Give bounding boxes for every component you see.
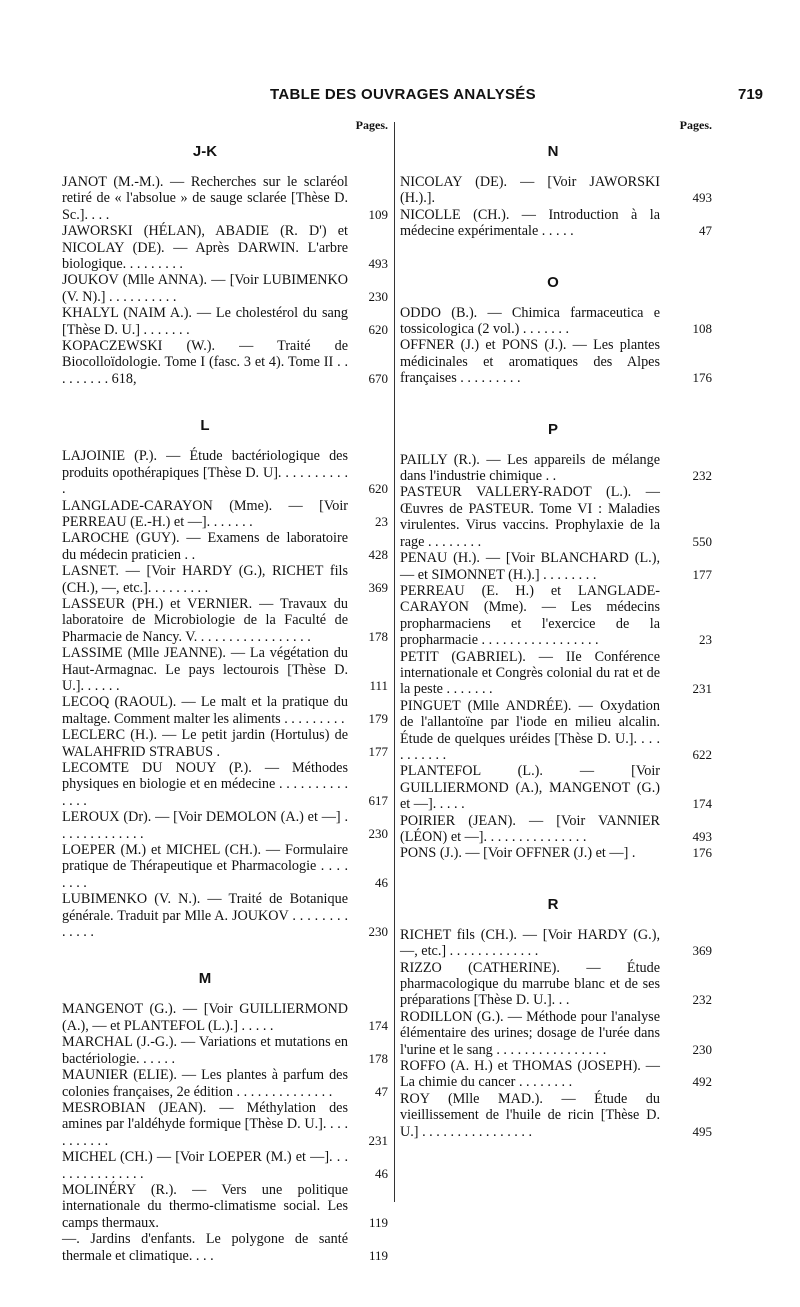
entry-page-number: 23 <box>375 513 388 529</box>
entry-page-number: 495 <box>692 1123 712 1139</box>
entry-page-number: 493 <box>368 256 388 272</box>
index-entry <box>400 763 712 813</box>
index-entry <box>62 809 388 842</box>
index-entry <box>400 451 712 485</box>
entry-page-number: 176 <box>692 845 712 861</box>
entry-text: LOEPER (M.) et MICHEL (CH.). — Formulaire pratique de Thérapeutique et Pharmacologie . . . . . . . . <box>62 842 348 891</box>
index-entry <box>62 1034 388 1067</box>
index-entry <box>400 550 712 583</box>
index-entry <box>400 1058 712 1091</box>
entry-page-number: 230 <box>368 924 388 940</box>
entry-text: MESROBIAN (JEAN). — Méthylation des amines par l'aldéhyde formique [Thèse D. U.]. . . . . . . . . . . <box>62 1099 348 1149</box>
entry-text: PETIT (GABRIEL). — IIe Conférence internationale et Congrès colonial du rat et de la peste . . . . . . . <box>400 648 660 698</box>
entry-text: LASNET. — [Voir HARDY (G.), RICHET fils (CH.), —, etc.]. . . . . . . . . <box>62 563 348 596</box>
entry-text: RODILLON (G.). — Méthode pour l'analyse élémentaire des urines; dosage de l'urée dans l'urine et le sang . . . . . . . . . . . . . . . . <box>400 1008 660 1058</box>
entry-text: —. Jardins d'enfants. Le polygone de santé thermale et climatique. . . . <box>62 1231 348 1264</box>
section-letter: N <box>547 143 559 160</box>
entry-text: NICOLLE (CH.). — Introduction à la médecine expérimentale . . . . . <box>400 206 660 240</box>
entry-text: KHALYL (NAIM A.). — Le cholestérol du sang [Thèse D. U.] . . . . . . . <box>62 305 348 338</box>
entry-page-number: 230 <box>368 288 388 304</box>
index-entry <box>400 1008 712 1058</box>
index-entry <box>62 1182 388 1231</box>
index-entry <box>62 498 388 531</box>
section-letter: J-K <box>192 143 218 160</box>
entry-page-number: 369 <box>692 943 712 959</box>
index-entry <box>62 727 388 760</box>
entry-page-number: 617 <box>368 792 388 808</box>
entry-text: PLANTEFOL (L.). — [Voir GUILLIERMOND (A.), MANGENOT (G.) et —]. . . . . <box>400 763 660 813</box>
index-entry <box>400 648 712 698</box>
entry-page-number: 109 <box>368 206 388 222</box>
entry-text: ODDO (B.). — Chimica farmaceutica e tossicologica (2 vol.) . . . . . . . <box>400 304 660 338</box>
entry-text: OFFNER (J.) et PONS (J.). — Les plantes médicinales et aromatiques des Alpes françaises . . . . . . . . . <box>400 337 660 387</box>
index-entry <box>400 845 712 862</box>
entry-page-number: 177 <box>368 743 388 759</box>
entry-page-number: 622 <box>692 746 712 762</box>
entry-page-number: 176 <box>692 370 712 386</box>
left-column <box>62 112 388 1264</box>
section-letter: R <box>547 895 559 913</box>
entry-text: LEROUX (Dr). — [Voir DEMOLON (A.) et —] . . . . . . . . . . . . . <box>62 809 348 842</box>
entry-text: RIZZO (CATHERINE). — Étude pharmacologique du marrube blanc et de ses préparations [Thèse D. U.]. . . <box>400 959 660 1009</box>
index-entry <box>62 530 388 563</box>
entry-text: LECLERC (H.). — Le petit jardin (Hortulus) de WALAHFRID STRABUS . <box>62 727 348 760</box>
entry-page-number: 230 <box>368 825 388 841</box>
entry-text: LECOMTE DU NOUY (P.). — Méthodes physiques en biologie et en médecine . . . . . . . . . . . . . . <box>62 760 348 809</box>
index-entry <box>400 1090 712 1140</box>
index-entry <box>400 926 712 960</box>
index-entry <box>62 1231 388 1264</box>
entry-text: LUBIMENKO (V. N.). — Traité de Botanique générale. Traduit par Mlle A. JOUKOV . . . . . . . . . . . . . <box>62 891 348 941</box>
column-divider <box>394 122 395 1202</box>
entry-page-number: 231 <box>368 1132 388 1148</box>
entry-text: PINGUET (Mlle ANDRÉE). — Oxydation de l'allantoïne par l'iode en milieu alcalin. Étude de quelques uréides [Thèse D. U.]. . . . . . . . . . . <box>400 697 660 763</box>
entry-text: POIRIER (JEAN). — [Voir VANNIER (LÉON) et —]. . . . . . . . . . . . . . . <box>400 812 660 845</box>
index-entry <box>400 697 712 764</box>
entry-page-number: 550 <box>692 533 712 549</box>
entry-text: JAWORSKI (HÉLAN), ABADIE (R. D') et NICOLAY (DE). — Après DARWIN. L'arbre biologique. . . . . . . . . <box>62 223 348 273</box>
index-entry <box>62 448 388 497</box>
entry-page-number: 178 <box>368 628 388 644</box>
entry-text: JOUKOV (Mlle ANNA). — [Voir LUBIMENKO (V. N).] . . . . . . . . . . <box>62 272 348 305</box>
index-entry <box>400 959 712 1009</box>
index-entry <box>62 305 388 338</box>
entry-page-number: 231 <box>692 681 712 697</box>
page-number: 719 <box>738 86 764 103</box>
entry-page-number: 111 <box>369 677 388 693</box>
entry-page-number: 46 <box>375 874 388 890</box>
entry-page-number: 47 <box>699 223 712 239</box>
entry-text: JANOT (M.-M.). — Recherches sur le sclaréol retiré de « l'absolue » de sauge sclarée [Thèse D. Sc.]. . . . <box>62 174 348 223</box>
entry-text: MICHEL (CH.) — [Voir LOEPER (M.) et —]. . . . . . . . . . . . . . . <box>62 1149 348 1182</box>
entry-text: PAILLY (R.). — Les appareils de mélange dans l'industrie chimique . . <box>400 451 660 485</box>
page-header-title: TABLE DES OUVRAGES ANALYSÉS <box>270 86 536 103</box>
index-entry <box>62 842 388 891</box>
index-entry <box>400 337 712 387</box>
pages-label-right: Pages. <box>679 118 712 132</box>
entry-page-number: 177 <box>692 566 712 582</box>
entry-text: MANGENOT (G.). — [Voir GUILLIERMOND (A.), — et PLANTEFOL (L.).] . . . . . <box>62 1001 348 1034</box>
index-entry <box>62 174 388 223</box>
entry-page-number: 119 <box>368 1247 388 1263</box>
entry-text: KOPACZEWSKI (W.). — Traité de Biocolloïdologie. Tome I (fasc. 3 et 4). Tome II . . . . . . . . . 618, <box>62 338 348 387</box>
entry-text: LAROCHE (GUY). — Examens de laboratoire du médecin praticien . . <box>62 530 348 563</box>
entry-text: LAJOINIE (P.). — Étude bactériologique des produits opothérapiques [Thèse D. U]. . . . . . . . . . . <box>62 448 348 498</box>
entry-text: RICHET fils (CH.). — [Voir HARDY (G.), —, etc.] . . . . . . . . . . . . . <box>400 926 660 960</box>
entry-page-number: 493 <box>692 829 712 844</box>
entry-page-number: 492 <box>692 1074 712 1090</box>
index-entry <box>62 1149 388 1182</box>
entry-text: MAUNIER (ELIE). — Les plantes à parfum des colonies françaises, 2e édition . . . . . . . . . . . . . . <box>62 1067 348 1100</box>
section-letter: L <box>200 417 210 435</box>
entry-page-number: 232 <box>692 468 712 484</box>
entry-text: PONS (J.). — [Voir OFFNER (J.) et —] . <box>400 845 636 862</box>
entry-page-number: 108 <box>692 321 712 337</box>
entry-page-number: 670 <box>368 370 388 386</box>
section-letter: P <box>547 420 558 438</box>
entry-text: LASSEUR (PH.) et VERNIER. — Travaux du laboratoire de Microbiologie de la Faculté de Pharmacie de Nancy. V. . . . . . . . . . . . . . . . . <box>62 595 348 645</box>
index-entry <box>62 694 388 727</box>
index-entry <box>400 812 712 846</box>
index-entry <box>62 338 388 387</box>
section-letter: M <box>198 970 212 988</box>
entry-text: MOLINÉRY (R.). — Vers une politique internationale du thermo-climatisme social. Les camps thermaux. <box>62 1181 348 1231</box>
entry-page-number: 369 <box>368 579 388 595</box>
entry-page-number: 178 <box>368 1050 388 1066</box>
entry-text: LECOQ (RAOUL). — Le malt et la pratique du maltage. Comment malter les aliments . . . . . . . . . <box>62 694 348 727</box>
entry-text: ROY (Mlle MAD.). — Étude du vieillissement de l'huile de ricin [Thèse D. U.] . . . . . . . . . . . . . . . . <box>400 1090 660 1140</box>
index-entry <box>400 304 712 338</box>
entry-text: PENAU (H.). — [Voir BLANCHARD (L.), — et SIMONNET (H.).] . . . . . . . . <box>400 550 660 583</box>
entry-text: PERREAU (E. H.) et LANGLADE-CARAYON (Mme). — Les médecins propharmaciens et l'exercice de la propharmacie . . . . . . . . . . . . . . . . . <box>400 582 660 649</box>
index-entry <box>400 174 712 207</box>
entry-text: NICOLAY (DE). — [Voir JAWORSKI (H.).]. <box>400 174 660 207</box>
index-entry <box>62 1001 388 1034</box>
index-entry <box>400 582 712 649</box>
index-entry <box>62 891 388 940</box>
entry-text: LANGLADE-CARAYON (Mme). — [Voir PERREAU (E.-H.) et —]. . . . . . . <box>62 497 348 530</box>
entry-page-number: 174 <box>692 796 712 812</box>
entry-page-number: 230 <box>692 1041 712 1057</box>
index-entry <box>62 1067 388 1100</box>
index-entry <box>62 645 388 694</box>
entry-page-number: 46 <box>375 1165 388 1181</box>
entry-text: ROFFO (A. H.) et THOMAS (JOSEPH). — La chimie du cancer . . . . . . . . <box>400 1058 660 1091</box>
index-entry <box>62 596 388 645</box>
index-entry <box>62 760 388 809</box>
entry-page-number: 620 <box>368 481 388 497</box>
entry-page-number: 620 <box>368 321 388 337</box>
index-entry <box>400 206 712 240</box>
section-letter: O <box>547 273 559 291</box>
right-column <box>400 112 712 1140</box>
index-entry <box>62 223 388 272</box>
entry-page-number: 493 <box>692 190 712 206</box>
entry-page-number: 428 <box>368 546 388 562</box>
pages-label-left: Pages. <box>355 118 388 132</box>
entry-text: MARCHAL (J.-G.). — Variations et mutations en bactériologie. . . . . . <box>62 1034 348 1067</box>
entry-text: PASTEUR VALLERY-RADOT (L.). — Œuvres de PASTEUR. Tome VI : Maladies virulentes. Virus vaccins. Prophylaxie de la rage . . . . . . . . <box>400 484 660 550</box>
index-entry <box>400 484 712 550</box>
entry-page-number: 119 <box>368 1214 388 1230</box>
entry-page-number: 179 <box>368 710 388 726</box>
entry-page-number: 47 <box>375 1083 388 1099</box>
entry-page-number: 232 <box>692 992 712 1008</box>
index-entry <box>62 1100 388 1149</box>
index-entry <box>62 272 388 305</box>
entry-page-number: 174 <box>368 1017 388 1033</box>
entry-page-number: 23 <box>699 632 712 648</box>
entry-text: LASSIME (Mlle JEANNE). — La végétation du Haut-Armagnac. Le pays lectourois [Thèse D. U.]. . . . . . <box>62 645 348 694</box>
index-entry <box>62 563 388 596</box>
